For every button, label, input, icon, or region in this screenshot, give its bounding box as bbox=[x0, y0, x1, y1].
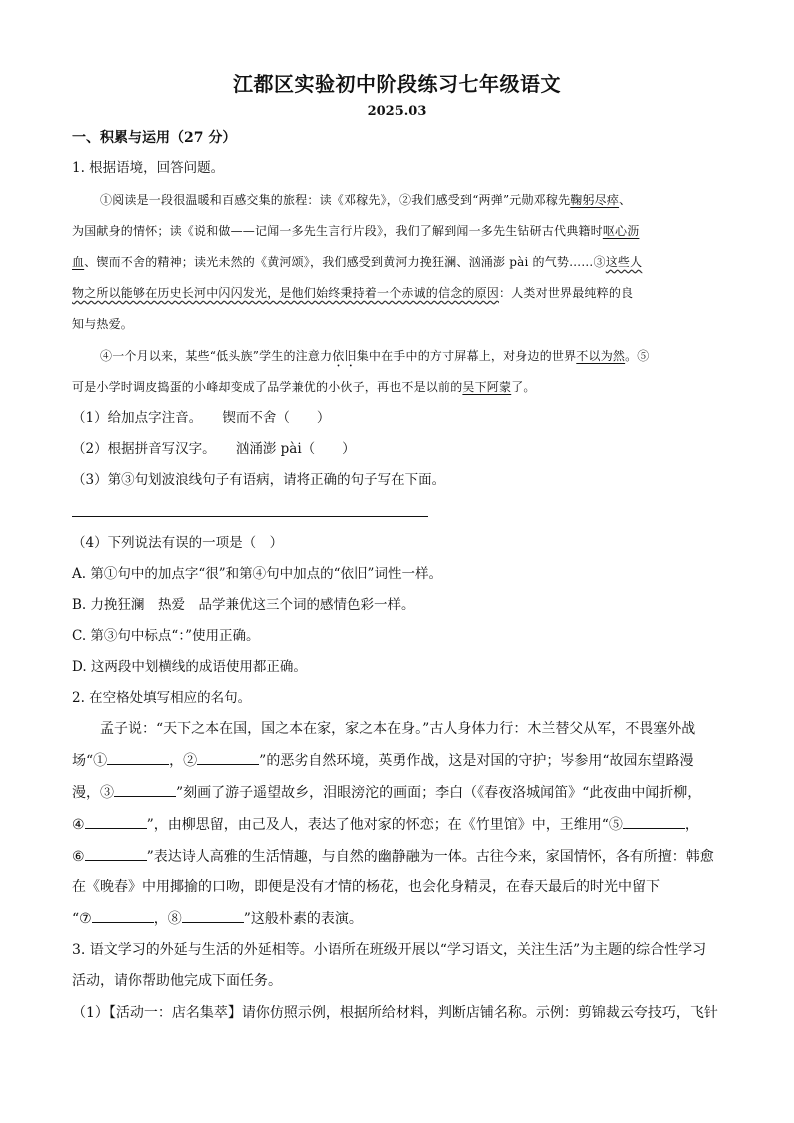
q2-text: 漫，③ bbox=[72, 785, 114, 801]
q1-sub3: （3）第③句划波浪线句子有语病，请将正确的句子写在下面。 bbox=[72, 472, 446, 488]
exam-date: 2025.03 bbox=[367, 104, 427, 119]
option-a: A. 第①句中的加点字“很”和第④句中加点的“依旧”词性一样。 bbox=[72, 566, 442, 582]
section-heading: 一、积累与运用（27 分） bbox=[72, 130, 237, 146]
q2-text: ”表达诗人高雅的生活情趣，与自然的幽静融为一体。古往今来，家国情怀，各有所擅：韩愈 bbox=[146, 849, 714, 865]
q2-line: 孟子说：“天下之本在国，国之本在家，家之本在身。”古人身体力行：木兰替父从军，不畏塞外战 bbox=[100, 721, 696, 737]
passage-line bbox=[100, 190, 631, 210]
dotted-word: 依旧 bbox=[332, 349, 357, 363]
option-d: D. 这两段中划横线的成语使用都正确。 bbox=[72, 659, 307, 675]
blank-3[interactable] bbox=[114, 782, 176, 797]
passage-line bbox=[72, 377, 536, 397]
passage-line bbox=[100, 346, 650, 370]
q2-line bbox=[72, 908, 363, 929]
blank-6[interactable] bbox=[85, 846, 147, 861]
q1-prompt: 1. 根据语境，回答问题。 bbox=[72, 160, 225, 176]
blank-7[interactable] bbox=[92, 908, 154, 923]
q2-text: ④ bbox=[72, 817, 85, 833]
q2-text: ，⑧ bbox=[153, 911, 182, 927]
wavy-sentence: 这些人 bbox=[605, 255, 643, 269]
blank-8[interactable] bbox=[182, 908, 244, 923]
passage-line bbox=[72, 221, 639, 241]
q2-text: ”，由柳思留，由己及人，表达了他对家的怀恋；在《竹里馆》中，王维用“⑤ bbox=[146, 817, 623, 833]
passage-text: 、锲而不舍的精神；读光未然的《黄河颂》，我们感受到黄河力挽狂澜、汹涌澎 pài 的气势……③ bbox=[84, 255, 606, 269]
passage-text: 了。 bbox=[511, 380, 536, 394]
wavy-sentence: 物之所以能够在历史长河中闪闪发光，是他们始终秉持着一个赤诚的信念的原因 bbox=[72, 286, 500, 300]
q2-text: ，② bbox=[169, 753, 198, 769]
passage-text: ：人类对世界最纯粹的良 bbox=[499, 286, 634, 300]
option-b: B. 力挽狂澜 热爱 品学兼优这三个词的感情色彩一样。 bbox=[72, 597, 415, 613]
passage-text: 可是小学时调皮捣蛋的小峰却变成了品学兼优的小伙子，再也不是以前的 bbox=[72, 380, 463, 394]
underlined-idiom: 吴下阿蒙 bbox=[462, 380, 512, 394]
passage-line bbox=[72, 283, 633, 303]
q2-text: ”这般朴素的表演。 bbox=[243, 911, 363, 927]
q2-text: 场“① bbox=[72, 753, 108, 769]
q1-sub1: （1）给加点字注音。 锲而不舍（ ） bbox=[72, 410, 331, 426]
underlined-idiom: 不以为然 bbox=[576, 349, 626, 363]
q2-text: ， bbox=[684, 817, 699, 833]
blank-1[interactable] bbox=[107, 750, 169, 765]
passage-line: 知与热爱。 bbox=[72, 317, 134, 331]
passage-text: 。⑤ bbox=[625, 349, 650, 363]
underlined-idiom: 呕心沥 bbox=[602, 224, 640, 238]
q2-text: ”刻画了游子遥望故乡，泪眼滂沱的画面；李白（《春夜洛城闻笛》“此夜曲中闻折柳， bbox=[176, 785, 702, 801]
q2-line bbox=[72, 750, 694, 771]
option-c: C. 第③句中标点“：”使用正确。 bbox=[72, 628, 260, 644]
q3-line: 活动，请你帮助他完成下面任务。 bbox=[72, 973, 282, 989]
q2-text: “⑦ bbox=[72, 911, 92, 927]
q3-line: 3. 语文学习的外延与生活的外延相等。小语所在班级开展以“学习语文，关注生活”为主题的综合性学习 bbox=[72, 942, 707, 958]
q2-line bbox=[72, 814, 699, 835]
passage-text: 集中在手中的方寸屏幕上，对身边的世界 bbox=[356, 349, 577, 363]
q2-line bbox=[72, 846, 714, 867]
q1-sub4: （4）下列说法有误的一项是（ ） bbox=[72, 535, 284, 551]
underlined-idiom: 鞠躬尽瘁 bbox=[570, 193, 620, 207]
exam-title: 江都区实验初中阶段练习七年级语文 bbox=[233, 72, 561, 96]
passage-text: 为国献身的情怀；读《说和做——记闻一多先生言行片段》，我们了解到闻一多先生钻研古代典籍时 bbox=[72, 224, 603, 238]
q2-line bbox=[72, 782, 701, 803]
q2-line: 在《晚春》中用揶揄的口吻，即便是没有才情的杨花，也会化身精灵，在春天最后的时光中留下 bbox=[72, 879, 660, 895]
q2-text: ”的恶劣自然环境，英勇作战，这是对国的守护；岑参用“故园东望路漫 bbox=[259, 753, 694, 769]
passage-text: 、 bbox=[619, 193, 632, 207]
q3-line: （1）【活动一：店名集萃】请你仿照示例，根据所给材料，判断店铺名称。示例：剪锦裁云夸技巧，飞针 bbox=[72, 1005, 718, 1021]
blank-5[interactable] bbox=[623, 814, 685, 829]
passage-line bbox=[72, 252, 642, 272]
q2-text: ⑥ bbox=[72, 849, 85, 865]
q1-sub2: （2）根据拼音写汉字。 汹涌澎 pài（ ） bbox=[72, 441, 356, 457]
blank-2[interactable] bbox=[197, 750, 259, 765]
answer-line[interactable] bbox=[72, 516, 428, 517]
passage-text: ①阅读是一段很温暖和百感交集的旅程：读《邓稼先》，②我们感受到“两弹”元勋邓稼先 bbox=[100, 193, 571, 207]
blank-4[interactable] bbox=[85, 814, 147, 829]
passage-text: ④一个月以来，某些“低头族”学生的注意力 bbox=[100, 349, 333, 363]
q2-prompt: 2. 在空格处填写相应的名句。 bbox=[72, 690, 252, 706]
underlined-idiom: 血 bbox=[72, 255, 85, 269]
